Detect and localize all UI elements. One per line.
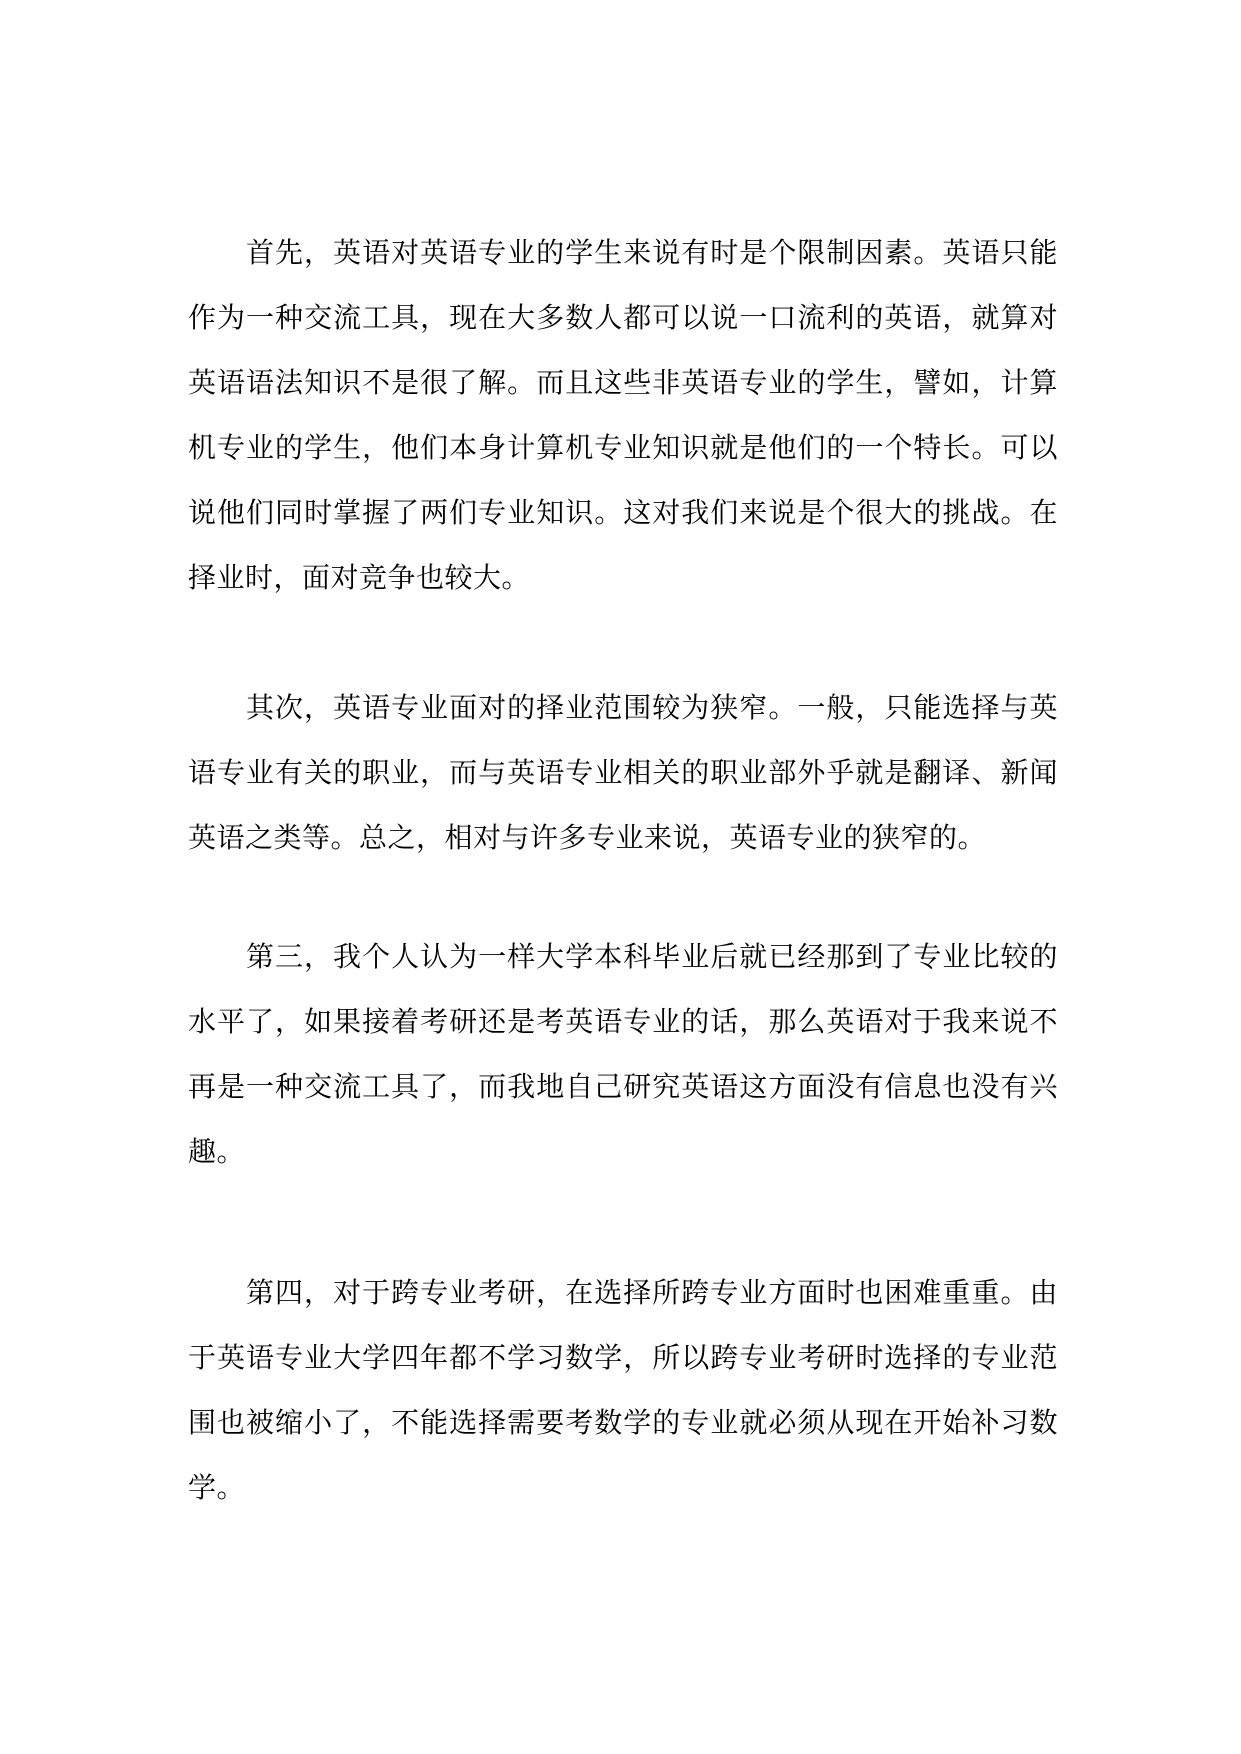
paragraph-third-reason: 第三，我个人认为一样大学本科毕业后就已经那到了专业比较的水平了，如果接着考研还是考英语专业的话，那么英语对于我来说不再是一种交流工具了，而我地自己研究英语这方面没有信息也没有兴趣。 <box>188 940 1058 1168</box>
paragraph-fourth-reason: 第四，对于跨专业考研，在选择所跨专业方面时也困难重重。由于英语专业大学四年都不学习数学，所以跨专业考研时选择的专业范围也被缩小了，不能选择需要考数学的专业就必须从现在开始补习数学。 <box>188 1276 1058 1504</box>
paragraph-first-reason: 首先，英语对英语专业的学生来说有时是个限制因素。英语只能作为一种交流工具，现在大多数人都可以说一口流利的英语，就算对英语语法知识不是很了解。而且这些非英语专业的学生，譬如，计算机专业的学生，他们本身计算机专业知识就是他们的一个特长。可以说他们同时掌握了两们专业知识。这对我们来说是个很大的挑战。在择业时，面对竞争也较大。 <box>188 236 1058 594</box>
paragraph-second-reason: 其次，英语专业面对的择业范围较为狭窄。一般，只能选择与英语专业有关的职业，而与英语专业相关的职业部外乎就是翻译、新闻英语之类等。总之，相对与许多专业来说，英语专业的狭窄的。 <box>188 691 1058 854</box>
